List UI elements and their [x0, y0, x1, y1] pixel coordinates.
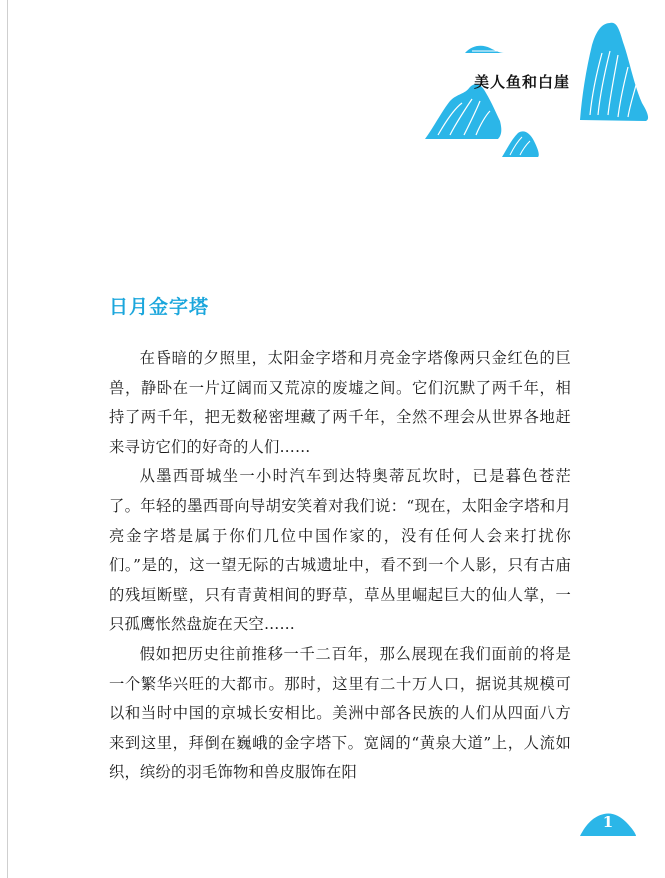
small-peak-icon — [502, 131, 539, 157]
paragraph: 在昏暗的夕照里，太阳金字塔和月亮金字塔像两只金红色的巨兽，静卧在一片辽阔而又荒凉的废墟之间。它们沉默了两千年，相持了两千年，把无数秘密埋藏了两千年，全然不理会从世界各地赶来寻访它们的好奇的人们…… — [109, 349, 571, 456]
chapter-title: 日月金字塔 — [109, 296, 210, 318]
paragraph: 假如把历史往前推移一千二百年，那么展现在我们面前的将是一个繁华兴旺的大都市。那时，这里有二十万人口，据说其规模可以和当时中国的京城长安相比。美洲中部各民族的人们从四面八方来到这里，拜倒在巍峨的金字塔下。宽阔的“黄泉大道”上，人流如织，缤纷的羽毛饰物和兽皮服饰在阳 — [109, 644, 571, 782]
page-number: 1 — [602, 813, 614, 831]
running-title: 美人鱼和白崖 — [474, 73, 571, 91]
left-peak-icon — [425, 84, 501, 139]
page-edge-line — [7, 0, 8, 878]
body-text — [109, 344, 571, 788]
tall-peak-icon — [580, 23, 648, 121]
small-cloud-icon — [465, 46, 504, 53]
paragraph: 从墨西哥城坐一小时汽车到达特奥蒂瓦坎时，已是暮色苍茫了。年轻的墨西哥向导胡安笑着对我们说：“现在，太阳金字塔和月亮金字塔是属于你们几位中国作家的，没有任何人会来打扰你们。”是的，这一望无际的古城遗址中，看不到一个人影，只有古庙的残垣断壁，只有青黄相间的野草，草丛里崛起巨大的仙人掌，一只孤鹰怅然盘旋在天空…… — [109, 467, 571, 634]
